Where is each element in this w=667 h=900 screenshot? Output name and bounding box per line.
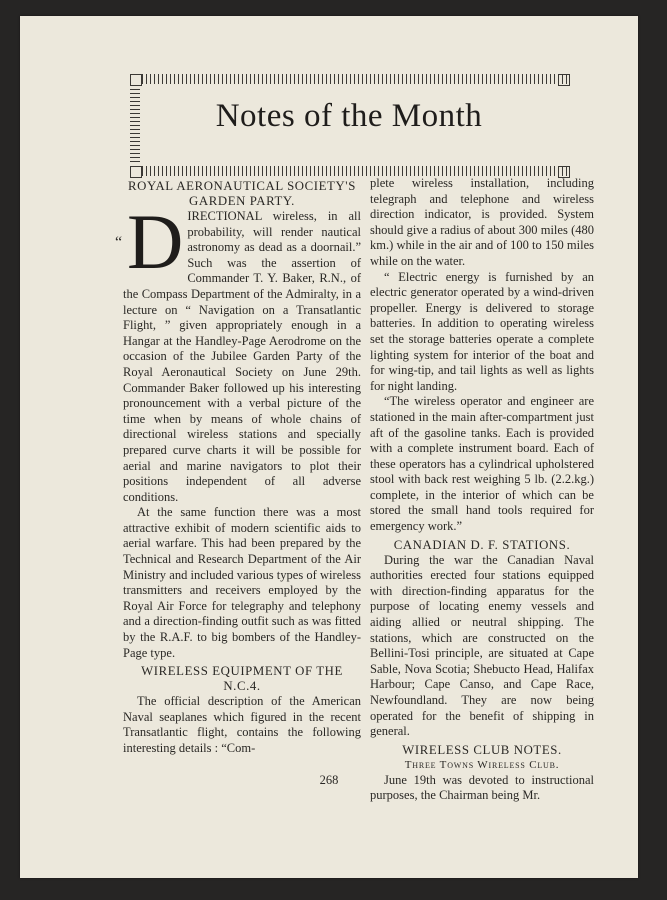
page-number: 268 bbox=[319, 773, 339, 787]
paragraph: At the same function there was a most attractive exhibit of modern scientific aids to aerial warfare. This had been prepared by the Technical and Research Department of the Air Ministry and included various types of wireless transmitters and receivers employed by the Royal Air Force for telegraphy and telephony and a direction-finding outfit such as was fitted by the R.A.F. to big bombers of the Handley-Page type. bbox=[123, 505, 361, 660]
section-heading: CANADIAN D. F. STATIONS. bbox=[393, 537, 571, 552]
title-ornament-frame bbox=[130, 74, 568, 180]
bottom-border bbox=[142, 166, 568, 176]
lead-paragraph-wrap bbox=[115, 198, 361, 505]
paragraph: June 19th was devoted to instructional purposes, the Chairman being Mr. bbox=[370, 772, 594, 803]
corner-ornament bbox=[130, 74, 142, 86]
paragraph: IRECTIONAL wireless, in all probability, will render nautical astronomy as dead as a doornail.” Such was the assertion of Commander T. Y. Baker, R.N., of the Compass Department of the Admiralty, in a lecture on “ Navigation on a Transatlantic Flight, ” given appropriately enough in a Hangar at the Handley-Page Aerodrome on the occasion of the Jubilee Garden Party of the Royal Aeronautical Society on June 29th. Commander Baker followed up his interesting pronouncement with a verbal picture of the time when by means of whole chains of directional wireless stations and specially prepared curve charts it will be possible for aerial and marine navigators to plot their positions independent of all adverse conditions. bbox=[123, 209, 361, 504]
magazine-page bbox=[20, 16, 638, 878]
paragraph: plete wireless installation, including telegraph and telephone and wireless direction indicator, is provided. System should give a radius of about 300 miles (480 km.) while in the air and of 100 to 150 miles while on the water. bbox=[370, 176, 594, 268]
paragraph: “ Electric energy is furnished by an electric generator operated by a wind-driven propeller. Energy is delivered to storage batteries. In addition to operating wireless set the storage batteries operate a complete lighting system for interior of the boat and for wing-tip, and tail lights as well as lights for night landing. bbox=[370, 269, 594, 393]
section-heading: ROYAL AERONAUTICAL SOCIETY'S GARDEN PARTY. bbox=[128, 179, 356, 208]
top-border bbox=[142, 74, 568, 84]
right-column bbox=[370, 176, 594, 804]
paragraph: During the war the Canadian Naval authorities erected four stations equipped with direction-finding apparatus for the purpose of locating enemy vessels and aiding allied or neutral shipping. The stations, which are constructed on the Bellini-Tosi principle, are situated at Cape Sable, Nova Scotia; Shebucto Head, Halifax Harbour; Cape Canso, and Cape Race, Newfoundland. They are now being operated for the benefit of shipping in general. bbox=[370, 552, 594, 739]
corner-ornament bbox=[558, 74, 570, 86]
paragraph: “The wireless operator and engineer are stationed in the main after-compartment just aft of the gasoline tanks. Each is provided with a complete instrument board. Each of these operators has a cylindrical upholstered stool with back rest weighing 5 lb. (2.2.kg.) complete, in the interior of which can be stored the small hand tools required for emergency work.” bbox=[370, 394, 594, 534]
section-heading: WIRELESS CLUB NOTES. bbox=[402, 742, 562, 757]
paragraph: The official description of the American Naval seaplanes which figured in the recent Transatlantic flight, contains the following interesting details : “Com- bbox=[123, 694, 361, 755]
drop-cap: D bbox=[127, 198, 184, 285]
left-column bbox=[115, 176, 361, 757]
subsection-heading: Three Towns Wireless Club. bbox=[404, 758, 560, 771]
page-title: Notes of the Month bbox=[215, 98, 483, 134]
open-quote: “ bbox=[115, 234, 123, 251]
section-heading: WIRELESS EQUIPMENT OF THE N.C.4. bbox=[141, 664, 343, 694]
